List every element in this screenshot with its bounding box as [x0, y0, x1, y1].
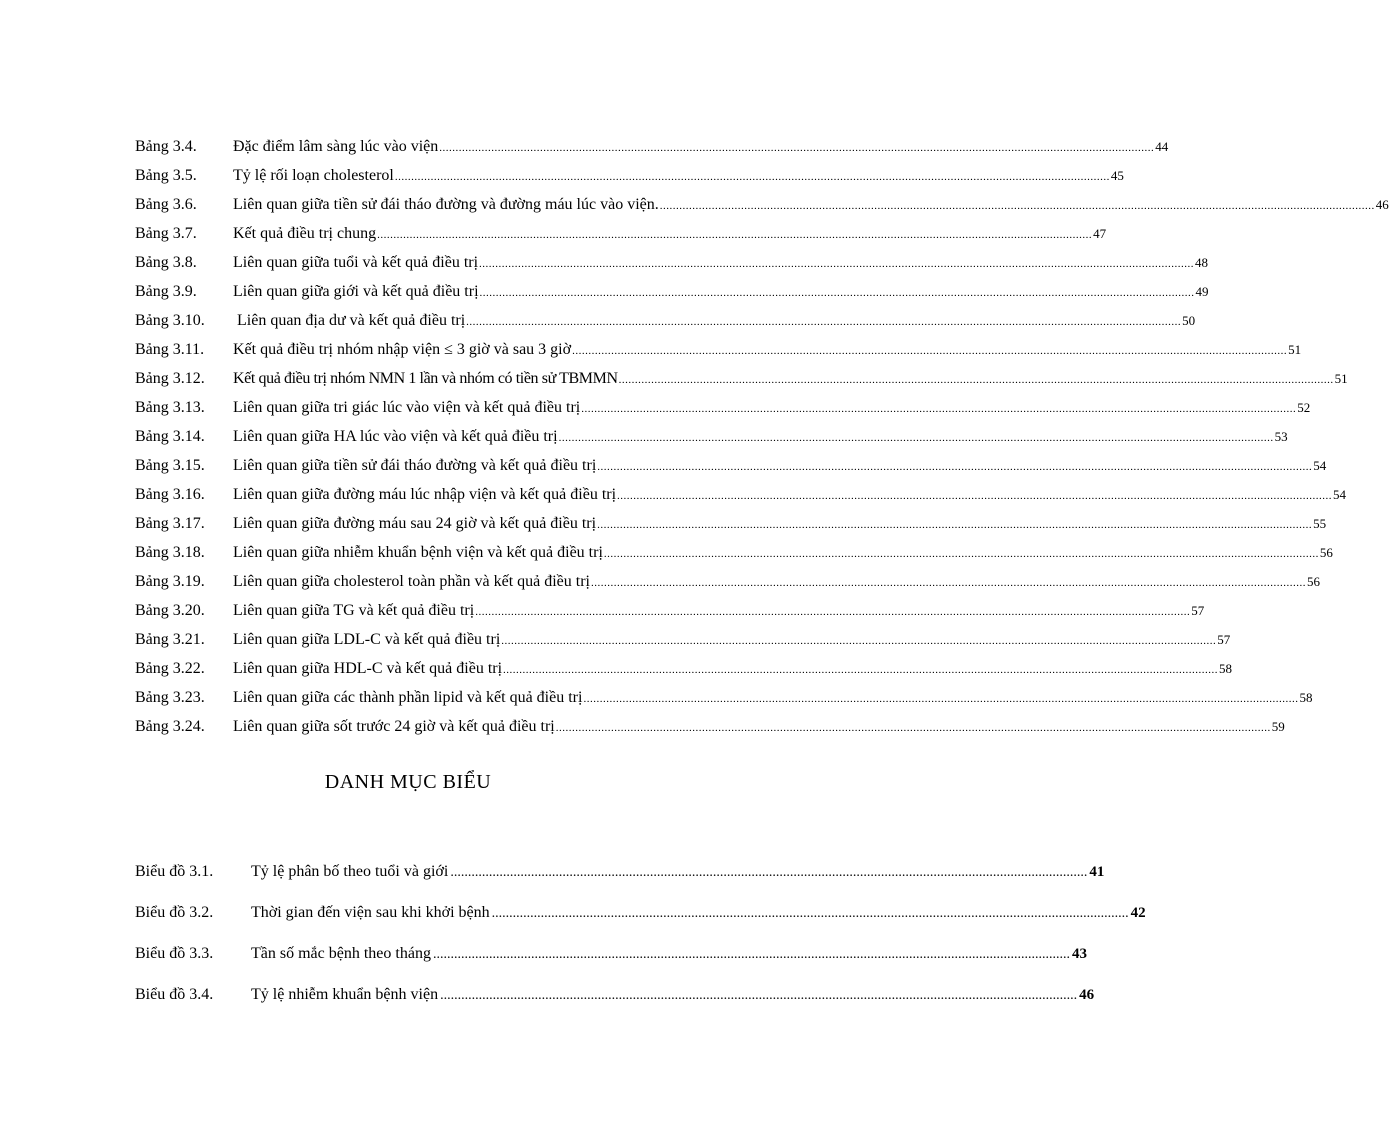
- entry-number: Bảng 3.5.: [135, 167, 197, 184]
- entry-title: Liên quan giữa HDL-C và kết quả điều trị: [233, 660, 503, 677]
- entry-page: 56: [1319, 545, 1333, 560]
- toc-entry: [135, 277, 1209, 306]
- dot-leader: [502, 656, 1219, 685]
- entry-page: 54: [1333, 487, 1347, 502]
- dot-leader: [616, 482, 1333, 511]
- entry-page: 41: [1089, 864, 1105, 880]
- entry-page: 51: [1334, 371, 1348, 386]
- entry-title: Liên quan giữa đường máu sau 24 giờ và kết quả điều trị: [233, 515, 597, 532]
- dot-leader: [479, 279, 1196, 308]
- entry-page: 44: [1155, 139, 1169, 154]
- entry-page: 59: [1271, 719, 1285, 734]
- entry-number: Bảng 3.19.: [135, 573, 205, 590]
- entry-title: Kết quả điều trị chung: [233, 225, 377, 242]
- entry-page: 55: [1313, 516, 1327, 531]
- toc-entry: [135, 248, 1209, 277]
- entry-page: 48: [1195, 255, 1209, 270]
- dot-leader: [438, 134, 1155, 163]
- entry-title: Tỷ lệ rối loạn cholesterol: [233, 167, 394, 184]
- entry-title: Kết quả điều trị nhóm nhập viện ≤ 3 giờ và sau 3 giờ: [233, 341, 572, 358]
- entry-title: Liên quan giữa tri giác lúc vào viện và kết quả điều trị: [233, 399, 581, 416]
- entry-number: Bảng 3.8.: [135, 254, 197, 271]
- toc-entry: [135, 306, 1196, 335]
- toc-entry: [135, 480, 1347, 509]
- dot-leader: [394, 163, 1111, 192]
- entry-page: 56: [1307, 574, 1320, 589]
- entry-page: 46: [1079, 987, 1095, 1003]
- table-of-tables: [135, 132, 1389, 741]
- dot-leader: [376, 221, 1093, 250]
- dot-leader: [474, 598, 1191, 627]
- dot-leader: [596, 511, 1313, 540]
- toc-entry: [135, 712, 1285, 741]
- entry-number: Bảng 3.9.: [135, 283, 197, 300]
- entry-number: Bảng 3.14.: [135, 428, 205, 445]
- dot-leader: [618, 366, 1335, 395]
- toc-entry: [135, 422, 1288, 451]
- entry-number: Bảng 3.21.: [135, 631, 205, 648]
- entry-title: Liên quan giữa sốt trước 24 giờ và kết quả điều trị: [233, 718, 555, 735]
- dot-leader: [580, 395, 1297, 424]
- dot-leader: [500, 627, 1217, 656]
- entry-number: Bảng 3.10.: [135, 312, 205, 329]
- toc-entry: [135, 364, 1348, 393]
- dot-leader: [659, 192, 1376, 221]
- dot-leader: [571, 337, 1288, 366]
- entry-page: 43: [1071, 946, 1087, 962]
- entry-number: Biểu đồ 3.3.: [135, 945, 214, 962]
- entry-title: Thời gian đến viện sau khi khởi bệnh: [251, 904, 490, 921]
- entry-number: Biểu đồ 3.1.: [135, 863, 214, 880]
- dot-leader: [478, 250, 1195, 279]
- list-of-charts: [135, 857, 1146, 1021]
- entry-page: 54: [1313, 458, 1327, 473]
- chart-list-heading: DANH MỤC BIỂU: [324, 771, 492, 793]
- entry-page: 57: [1191, 603, 1205, 618]
- entry-title: Liên quan giữa đường máu lúc nhập viện và kết quả điều trị: [233, 486, 617, 503]
- dot-leader: [596, 453, 1313, 482]
- toc-entry: [135, 161, 1124, 190]
- entry-page: 47: [1093, 226, 1107, 241]
- entry-number: Biểu đồ 3.2.: [135, 904, 214, 921]
- dot-leader: [465, 308, 1182, 337]
- entry-title: Liên quan giữa tiền sử đái tháo đường và đường máu lúc vào viện.: [233, 196, 659, 213]
- entry-page: 42: [1130, 905, 1146, 921]
- entry-page: 49: [1195, 284, 1209, 299]
- entry-page: 51: [1288, 342, 1302, 357]
- entry-page: 58: [1299, 690, 1313, 705]
- entry-title: Liên quan giữa các thành phần lipid và kết quả điều trị: [233, 689, 583, 706]
- entry-number: Bảng 3.15.: [135, 457, 205, 474]
- chart-entry: [135, 898, 1146, 939]
- dot-leader: [490, 899, 1131, 928]
- entry-title: Liên quan địa dư và kết quả điều trị: [233, 312, 466, 329]
- entry-number: Biểu đồ 3.4.: [135, 986, 214, 1003]
- chart-entry: [135, 939, 1087, 980]
- toc-entry: [135, 190, 1389, 219]
- dot-leader: [590, 569, 1307, 598]
- entry-title: Kết quả điều trị nhóm NMN 1 lần và nhóm có tiền sử TBMMN: [233, 370, 618, 387]
- entry-title: Liên quan giữa tuổi và kết quả điều trị: [233, 254, 479, 271]
- dot-leader: [603, 540, 1320, 569]
- toc-entry: [135, 451, 1327, 480]
- toc-entry: [135, 596, 1205, 625]
- entry-number: Bảng 3.6.: [135, 196, 197, 213]
- entry-page: 58: [1219, 661, 1233, 676]
- toc-entry: [135, 132, 1169, 161]
- toc-entry: [135, 509, 1327, 538]
- toc-entry: [135, 654, 1233, 683]
- entry-title: Liên quan giữa giới và kết quả điều trị: [233, 283, 479, 300]
- toc-entry: [135, 625, 1231, 654]
- entry-page: 57: [1217, 632, 1231, 647]
- entry-number: Bảng 3.24.: [135, 718, 205, 735]
- entry-number: Bảng 3.16.: [135, 486, 205, 503]
- entry-number: Bảng 3.13.: [135, 399, 205, 416]
- entry-number: Bảng 3.20.: [135, 602, 205, 619]
- toc-entry: [135, 538, 1333, 567]
- entry-title: Liên quan giữa nhiễm khuẩn bệnh viện và kết quả điều trị: [233, 544, 603, 561]
- dot-leader: [555, 714, 1272, 743]
- entry-page: 46: [1375, 197, 1389, 212]
- entry-title: Đặc điểm lâm sàng lúc vào viện: [233, 138, 439, 155]
- entry-title: Liên quan giữa tiền sử đái tháo đường và kết quả điều trị: [233, 457, 597, 474]
- entry-page: 53: [1274, 429, 1288, 444]
- entry-number: Bảng 3.12.: [135, 370, 205, 387]
- entry-number: Bảng 3.23.: [135, 689, 205, 706]
- dot-leader: [558, 424, 1275, 453]
- toc-entry: [135, 683, 1313, 712]
- entry-title: Liên quan giữa HA lúc vào viện và kết quả điều trị: [233, 428, 558, 445]
- entry-number: Bảng 3.17.: [135, 515, 205, 532]
- dot-leader: [431, 940, 1072, 969]
- entry-page: 52: [1297, 400, 1311, 415]
- entry-page: 50: [1182, 313, 1196, 328]
- dot-leader: [448, 858, 1089, 887]
- entry-title: Tỷ lệ nhiễm khuẩn bệnh viện: [251, 986, 439, 1003]
- entry-title: Tỷ lệ phân bố theo tuổi và giới: [251, 863, 449, 880]
- entry-number: Bảng 3.4.: [135, 138, 197, 155]
- entry-title: Liên quan giữa TG và kết quả điều trị: [233, 602, 475, 619]
- dot-leader: [438, 981, 1079, 1010]
- toc-entry: [135, 393, 1311, 422]
- toc-entry: [135, 219, 1107, 248]
- entry-page: 45: [1110, 168, 1124, 183]
- chart-entry: [135, 857, 1105, 898]
- chart-entry: [135, 980, 1095, 1021]
- entry-number: Bảng 3.7.: [135, 225, 197, 242]
- entry-number: Bảng 3.11.: [135, 341, 205, 358]
- entry-title: Tần số mắc bệnh theo tháng: [251, 945, 431, 962]
- entry-number: Bảng 3.18.: [135, 544, 205, 561]
- toc-entry: [135, 567, 1320, 596]
- entry-title: Liên quan giữa cholesterol toàn phần và kết quả điều trị: [233, 573, 590, 590]
- entry-number: Bảng 3.22.: [135, 660, 205, 677]
- dot-leader: [582, 685, 1299, 714]
- entry-title: Liên quan giữa LDL-C và kết quả điều trị: [233, 631, 501, 648]
- toc-entry: [135, 335, 1302, 364]
